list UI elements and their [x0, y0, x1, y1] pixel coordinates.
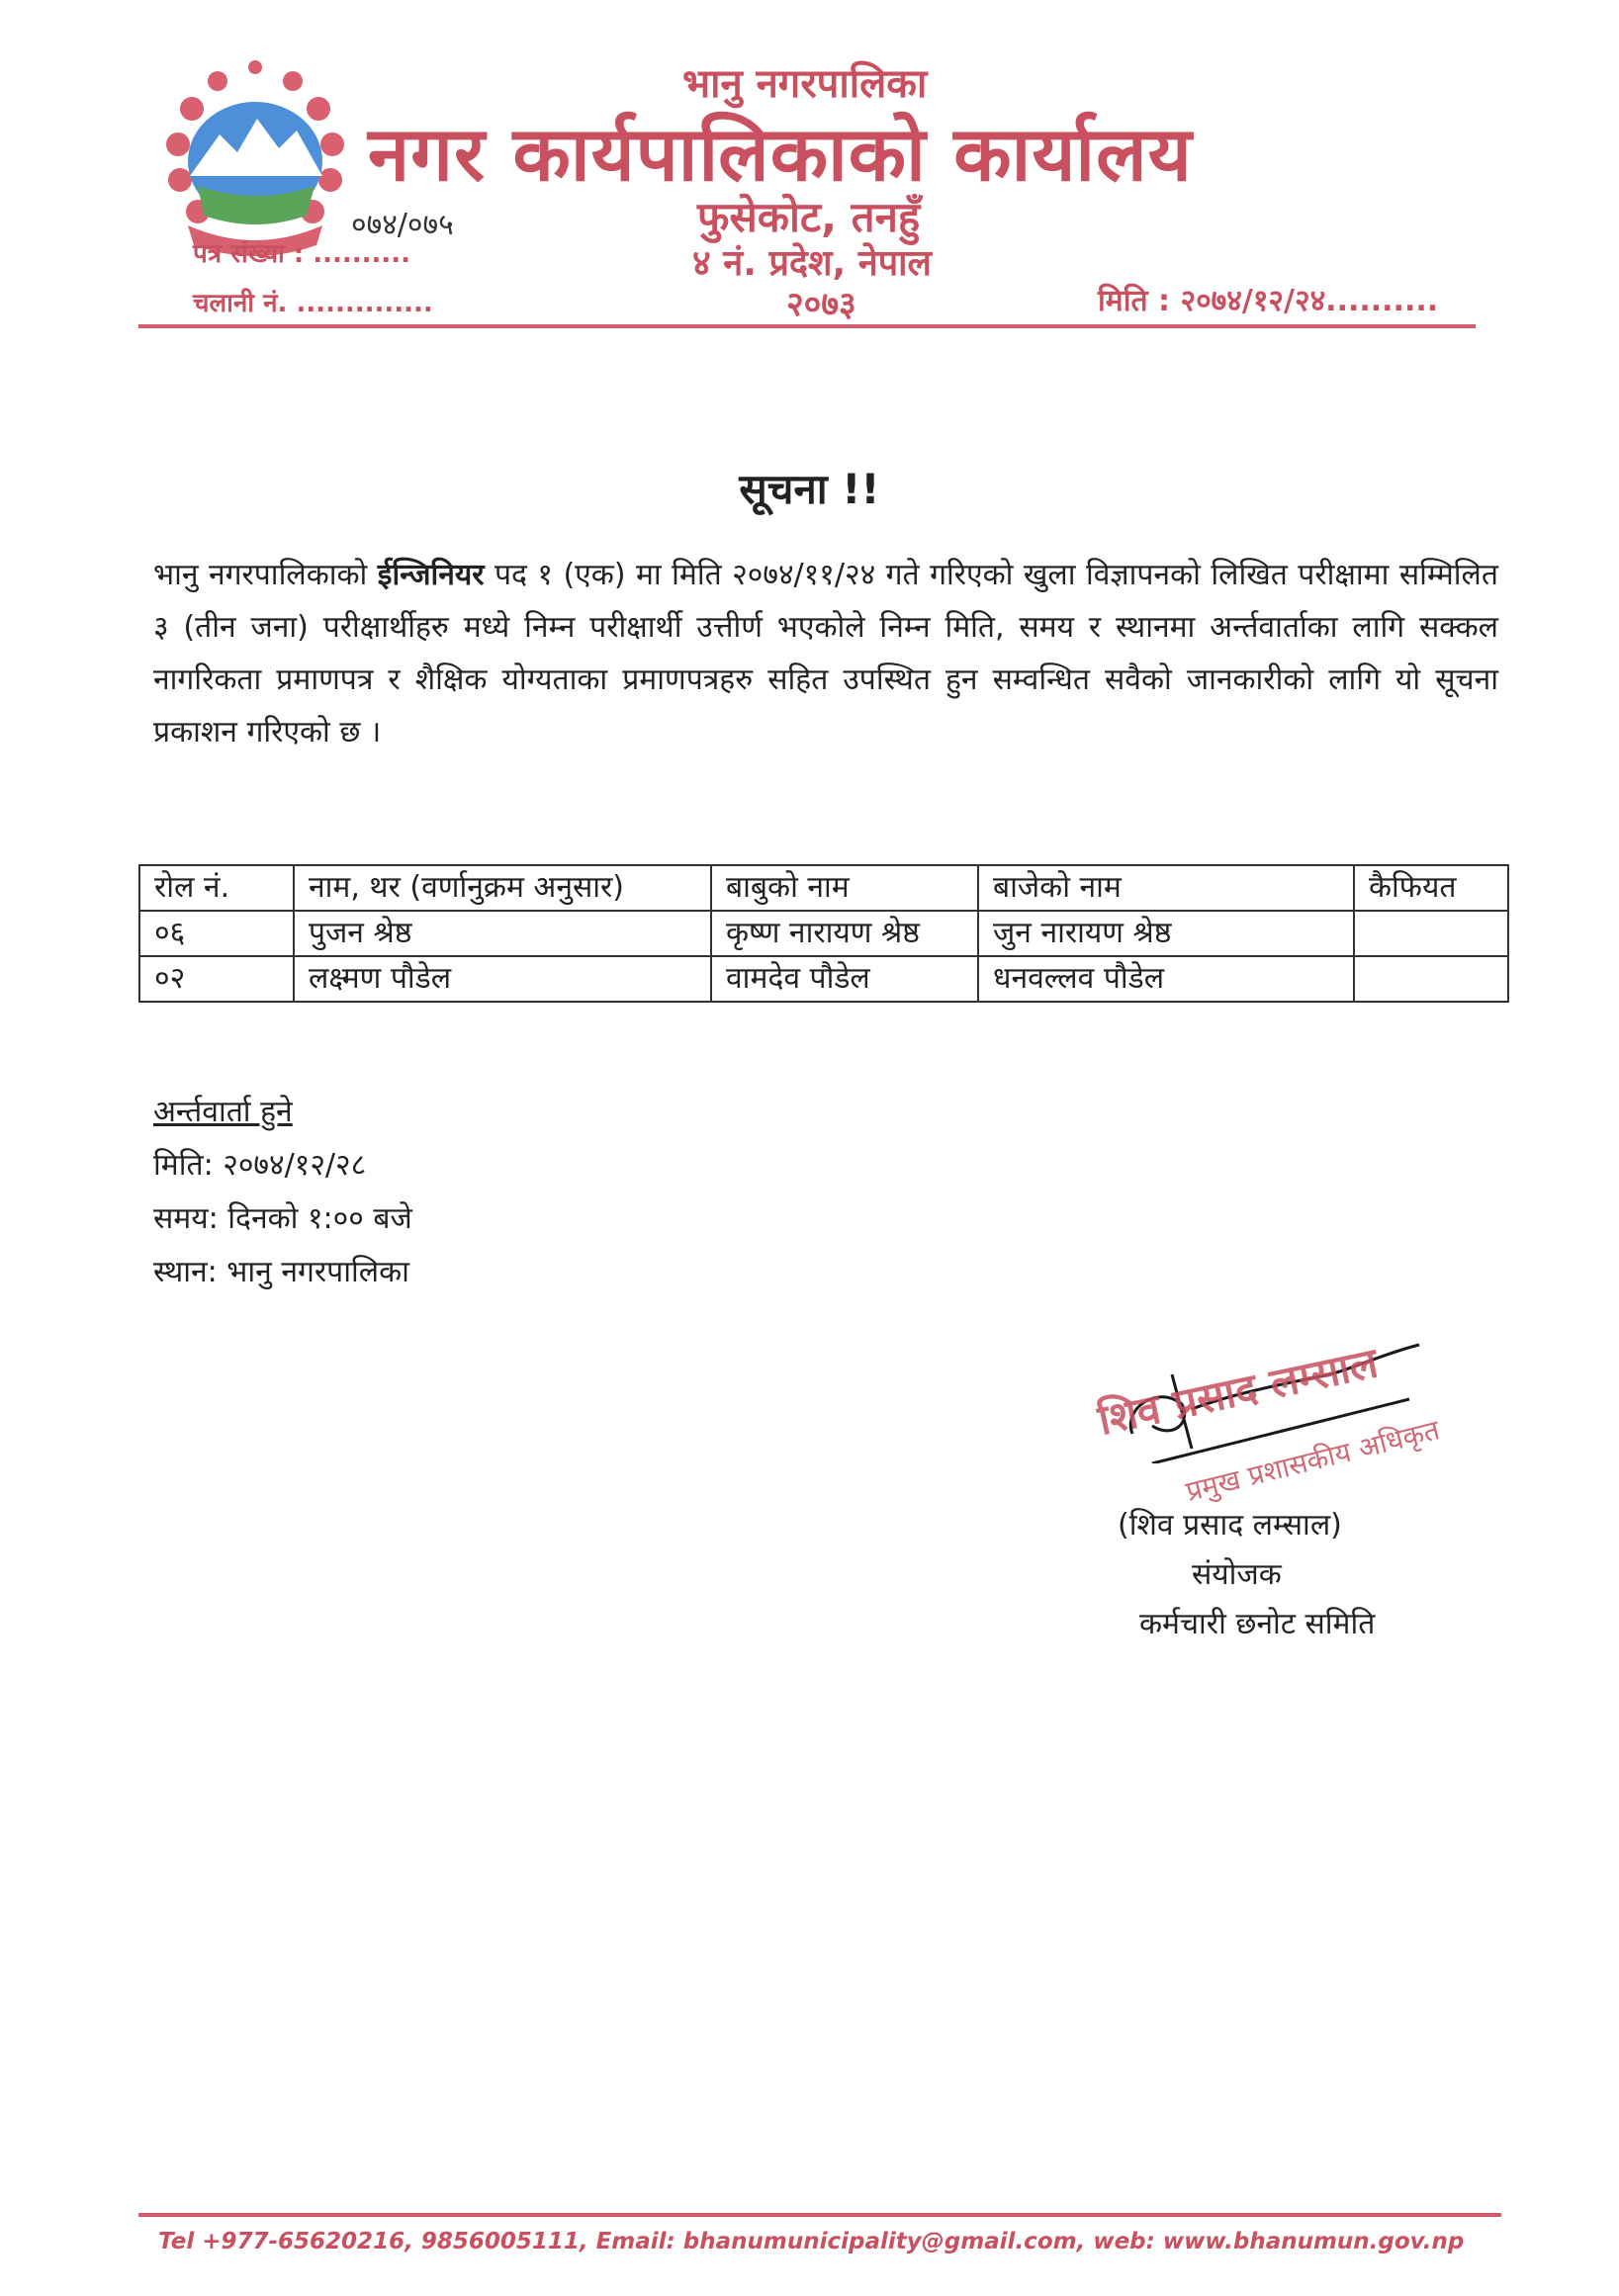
- cell-grandfather-name: जुन नारायण श्रेष्ठ: [978, 911, 1354, 956]
- header-name: नाम, थर (वर्णानुक्रम अनुसार): [294, 865, 711, 911]
- cell-roll-no: ०२: [139, 956, 294, 1002]
- table-row: [139, 956, 1508, 1002]
- header-grandfather-name: बाजेको नाम: [978, 865, 1354, 911]
- table-row: [139, 911, 1508, 956]
- interview-heading: अर्न्तवार्ता हुने: [153, 1095, 293, 1129]
- cell-name: पुजन श्रेष्ठ: [294, 911, 711, 956]
- address-line-1: फुसेकोट, तनहुँ: [697, 193, 921, 241]
- signatory-name: (शिव प्रसाद लम्साल): [1118, 1508, 1342, 1543]
- official-stamp-name: शिव प्रसाद लम्साल: [1094, 1338, 1383, 1445]
- fiscal-year: ०७४/०७५: [351, 208, 454, 242]
- dispatch-number-label: चलानी नं. ..............: [193, 289, 433, 318]
- letter-date: मिति : २०७४/१२/२४..........: [1098, 284, 1439, 318]
- header-father-name: बाबुको नाम: [711, 865, 978, 911]
- table-header-row: [139, 865, 1508, 911]
- signatory-role: संयोजक: [1192, 1557, 1282, 1592]
- cell-name: लक्ष्मण पौडेल: [294, 956, 711, 1002]
- cell-remarks: [1354, 956, 1508, 1002]
- cell-remarks: [1354, 911, 1508, 956]
- header-remarks: कैफियत: [1354, 865, 1508, 911]
- footer-divider: [138, 2213, 1501, 2217]
- address-line-3: २०७३: [786, 285, 856, 324]
- interview-place: स्थान: भानु नगरपालिका: [153, 1255, 409, 1289]
- cell-grandfather-name: धनवल्लव पौडेल: [978, 956, 1354, 1002]
- header-roll-no: रोल नं.: [139, 865, 294, 911]
- address-line-2: ४ नं. प्रदेश, नेपाल: [692, 243, 932, 284]
- notice-title: सूचना !!: [739, 465, 880, 513]
- interview-time: समय: दिनको १:०० बजे: [153, 1201, 412, 1236]
- official-stamp-role: प्रमुख प्रशासकीय अधिकृत: [1182, 1413, 1443, 1508]
- office-title: नगर कार्यपालिकाको कार्यालय: [368, 110, 1193, 198]
- municipality-emblem: [158, 57, 352, 261]
- candidate-table: [138, 864, 1509, 1003]
- footer-contact: Tel +977-65620216, 9856005111, Email: bhanumunicipality@gmail.com, web: www.bhanumun.gov.np: [158, 2229, 1465, 2254]
- cell-roll-no: ०६: [139, 911, 294, 956]
- header-divider: [138, 324, 1476, 328]
- letter-number-label: पत्र संख्या : ..........: [193, 239, 411, 269]
- cell-father-name: कृष्ण नारायण श्रेष्ठ: [711, 911, 978, 956]
- signatory-committee: कर्मचारी छनोट समिति: [1139, 1607, 1376, 1641]
- cell-father-name: वामदेव पौडेल: [711, 956, 978, 1002]
- interview-date: मिति: २०७४/१२/२८: [153, 1148, 367, 1183]
- notice-paragraph: भानु नगरपालिकाको ईन्जिनियर पद १ (एक) मा मिति २०७४/११/२४ गते गरिएको खुला विज्ञापनको लिखित परीक्षामा सम्मिलित ३ (तीन जना) परीक्षार्थीहरु मध्ये निम्न परीक्षार्थी उत्तीर्ण भएकोले निम्न मिति, समय र स्थानमा अर्न्तवार्ताका लागि सक्कल नागरिकता प्रमाणपत्र र शैक्षिक योग्यताका प्रमाणपत्रहरु सहित उपस्थित हुन सम्वन्धित सवैको जानकारीको लागि यो सूचना प्रकाशन गरिएको छ ।: [153, 558, 1499, 750]
- municipality-name: भानु नगरपालिका: [682, 61, 928, 107]
